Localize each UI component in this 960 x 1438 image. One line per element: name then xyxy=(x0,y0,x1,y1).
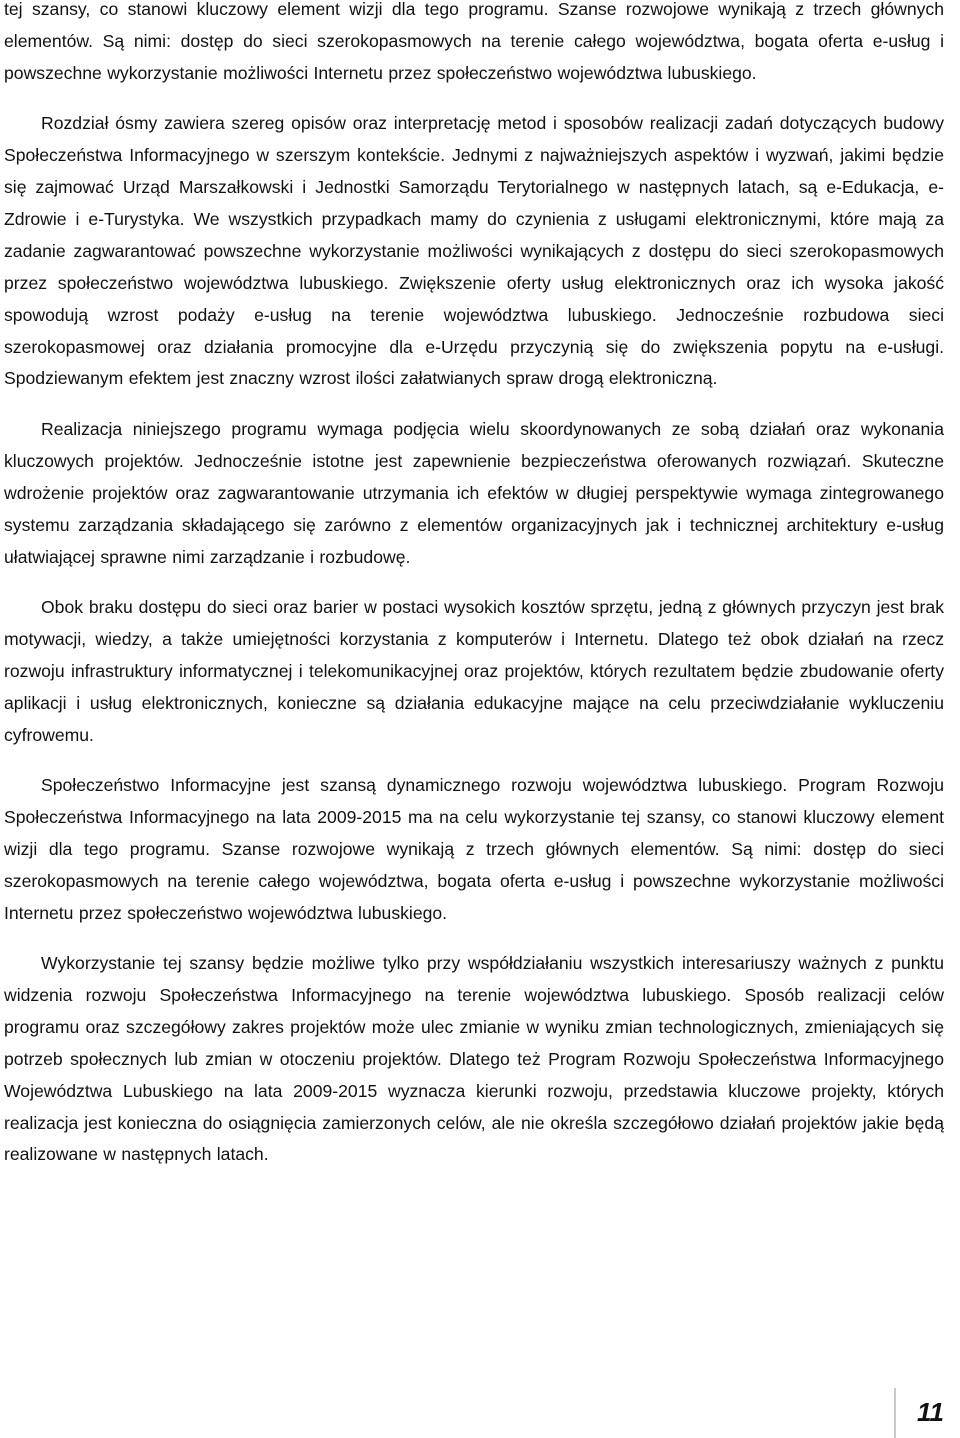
page-number-box xyxy=(894,1388,960,1438)
page-number: 11 xyxy=(917,1397,944,1427)
paragraph-chapter-eight: Rozdział ósmy zawiera szereg opisów oraz interpretację metod i sposobów realizacji zadań dotyczących budowy Społeczeństwa Informacyjnego w szerszym kontekście. Jednymi z najważniejszych aspektów i wyzwań, jakimi będzie się zajmować Urząd Marszałkowski i Jednostki Samorządu Terytorialnego w następnych latach, są e-Edukacja, e-Zdrowie i e-Turystyka. We wszystkich przypadkach mamy do czynienia z usługami elektronicznymi, które mają za zadanie zagwarantować powszechne wykorzystanie możliwości wynikających z dostępu do sieci szerokopasmowych przez społeczeństwo województwa lubuskiego. Zwiększenie oferty usług elektronicznych oraz ich wysoka jakość spowodują wzrost podaży e-usług na terenie województwa lubuskiego. Jednocześnie rozbudowa sieci szerokopasmowej oraz działania promocyjne dla e-Urzędu przyczynią się do zwiększenia popytu na e-usługi. Spodziewanym efektem jest znaczny wzrost ilości załatwianych spraw drogą elektroniczną. xyxy=(4,113,944,389)
paragraph-digital-exclusion: Obok braku dostępu do sieci oraz barier w postaci wysokich kosztów sprzętu, jedną z głównych przyczyn jest brak motywacji, wiedzy, a także umiejętności korzystania z komputerów i Internetu. Dlatego też obok działań na rzecz rozwoju infrastruktury informatycznej i telekomunikacyjnej oraz projektów, których rezultatem będzie zbudowanie oferty aplikacji i usług elektronicznych, konieczne są działania edukacyjne mające na celu przeciwdziałanie wykluczeniu cyfrowemu. xyxy=(4,596,944,745)
paragraph-continuation: tej szansy, co stanowi kluczowy element wizji dla tego programu. Szanse rozwojowe wynikają z trzech głównych elementów. Są nimi: dostęp do sieci szerokopasmowych na terenie całego województwa, bogata oferta e-usług i powszechne wykorzystanie możliwości Internetu przez społeczeństwo województwa lubuskiego. xyxy=(4,0,944,83)
paragraph-stakeholders: Wykorzystanie tej szansy będzie możliwe tylko przy współdziałaniu wszystkich interesariuszy ważnych z punktu widzenia rozwoju Społeczeństwa Informacyjnego na terenie województwa lubuskiego. Sposób realizacji celów programu oraz szczegółowy zakres projektów może ulec zmianie w wyniku zmian technologicznych, zmieniających się potrzeb społecznych lub zmian w otoczeniu projektów. Dlatego też Program Rozwoju Społeczeństwa Informacyjnego Województwa Lubuskiego na lata 2009-2015 wyznacza kierunki rozwoju, przedstawia kluczowe projekty, których realizacja jest konieczna do osiągnięcia zamierzonych celów, ale nie określa szczegółowo działań projektów jakie będą realizowane w następnych latach. xyxy=(4,952,944,1165)
paragraph-program-realization: Realizacja niniejszego programu wymaga podjęcia wielu skoordynowanych ze sobą działań oraz wykonania kluczowych projektów. Jednocześnie istotne jest zapewnienie bezpieczeństwa oferowanych rozwiązań. Skuteczne wdrożenie projektów oraz zagwarantowanie utrzymania ich efektów w długiej perspektywie wymaga zintegrowanego systemu zarządzania składającego się zarówno z elementów organizacyjnych jak i technicznej architektury e-usług ułatwiającej sprawne nimi zarządzanie i rozbudowę. xyxy=(4,418,944,567)
paragraph-information-society: Społeczeństwo Informacyjne jest szansą dynamicznego rozwoju województwa lubuskiego. Program Rozwoju Społeczeństwa Informacyjnego na lata 2009-2015 ma na celu wykorzystanie tej szansy, co stanowi kluczowy element wizji dla tego programu. Szanse rozwojowe wynikają z trzech głównych elementów. Są nimi: dostęp do sieci szerokopasmowych na terenie całego województwa, bogata oferta e-usług i powszechne wykorzystanie możliwości Internetu przez społeczeństwo województwa lubuskiego. xyxy=(4,774,944,923)
document-body xyxy=(4,0,944,1190)
